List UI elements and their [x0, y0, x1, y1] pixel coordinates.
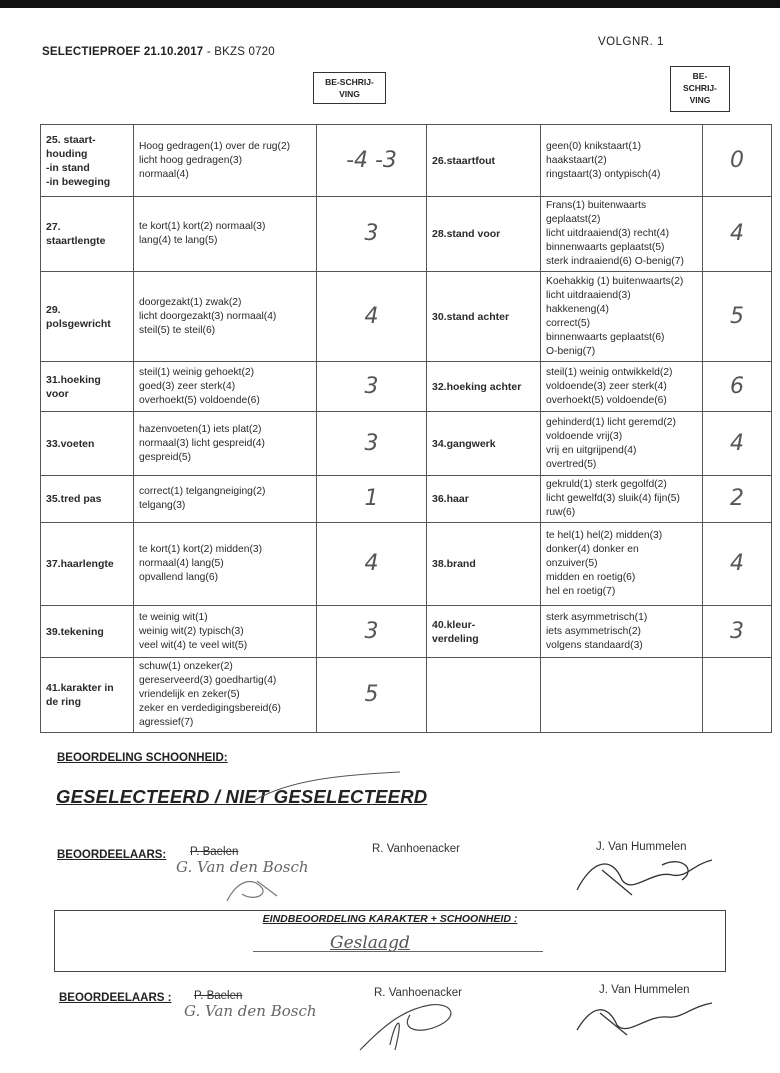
- option-line: goed(3) zeer sterk(4): [139, 380, 236, 392]
- jury2-name-vanhoenacker: R. Vanhoenacker: [374, 987, 463, 999]
- criterion-label-line: polsgewricht: [46, 317, 111, 330]
- criterion-label-line: 39.tekening: [46, 625, 104, 638]
- option-line: licht gewelfd(3) sluik(4) fijn(5): [546, 493, 680, 504]
- criterion-options: [134, 523, 317, 606]
- criterion-label-line: 28.stand voor: [432, 228, 501, 240]
- criterion-label-line: 27.: [46, 221, 61, 233]
- option-line: correct(5): [546, 317, 591, 329]
- criterion-label-line: 32.hoeking achter: [432, 380, 522, 393]
- criterion-options: [541, 476, 703, 523]
- criterion-label-line: 34.gangwerk: [432, 437, 496, 450]
- criterion-label-line: 37.haarlengte: [46, 558, 114, 570]
- criterion-label-line: houding: [46, 147, 88, 160]
- signature-vanhoenacker: [350, 990, 490, 1060]
- handwritten-score: 3: [317, 197, 427, 272]
- criterion-label-line: 41.karakter in: [46, 682, 114, 694]
- criterion-options: [134, 658, 317, 733]
- criterion-label-line: 29.: [46, 303, 61, 316]
- criterion-label: [41, 125, 134, 197]
- eindbeoordeling-box: [54, 910, 726, 972]
- criterion-label-line: staartlengte: [46, 235, 106, 247]
- criterion-options: [541, 197, 703, 272]
- handwritten-score: 3: [317, 362, 427, 412]
- option-line: opvallend lang(6): [139, 572, 218, 583]
- jury1-name-vanhoenacker: R. Vanhoenacker: [372, 843, 461, 855]
- handwritten-name-1: G. Van den Bosch: [176, 858, 309, 876]
- option-line: steil(1) weinig ontwikkeld(2): [546, 366, 673, 378]
- jury-label-1: BEOORDEELAARS:: [57, 849, 167, 861]
- option-line: geplaatst(2): [546, 214, 601, 225]
- evaluation-table: [40, 124, 772, 733]
- option-line: zeker en verdedigingsbereid(6): [139, 703, 281, 714]
- option-line: hakkeneng(4): [546, 303, 609, 315]
- option-line: veel wit(4) te veel wit(5): [139, 639, 248, 651]
- handwritten-score: 3: [703, 606, 772, 658]
- criterion-label: [41, 412, 134, 476]
- beschrijving-header-right: [670, 66, 730, 112]
- table-row: [41, 272, 772, 362]
- table-row: [41, 197, 772, 272]
- option-line: iets asymmetrisch(2): [546, 625, 641, 637]
- criterion-options: [541, 658, 703, 733]
- beschrijving-header-left: [313, 72, 386, 104]
- jury-label-2: BEOORDEELAARS :: [59, 992, 172, 1004]
- option-line: hazenvoeten(1) iets plat(2): [139, 423, 262, 435]
- criterion-options: [541, 272, 703, 362]
- volgnummer: VOLGNR. 1: [598, 36, 664, 48]
- option-line: normaal(4) lang(5): [139, 558, 224, 569]
- handwritten-score: 0: [703, 125, 772, 197]
- option-line: Hoog gedragen(1) over de rug(2): [139, 140, 291, 152]
- criterion-label: [427, 272, 541, 362]
- criterion-options: [134, 272, 317, 362]
- handwritten-name-2: G. Van den Bosch: [184, 1002, 317, 1020]
- table-row: [41, 362, 772, 412]
- table-row: [41, 476, 772, 523]
- criterion-options: [541, 362, 703, 412]
- criterion-label-line: -in beweging: [46, 175, 111, 188]
- option-line: te weinig wit(1): [139, 611, 208, 623]
- option-line: agressief(7): [139, 717, 194, 728]
- criterion-options: [541, 125, 703, 197]
- criterion-label: [427, 412, 541, 476]
- criterion-label-line: 40.kleur-: [432, 618, 476, 631]
- table-row: [41, 523, 772, 606]
- option-line: gespreid(5): [139, 451, 192, 463]
- option-line: overhoekt(5) voldoende(6): [546, 394, 667, 406]
- header-code: - BKZS 0720: [206, 46, 275, 58]
- criterion-options: [134, 197, 317, 272]
- handwritten-score: 3: [317, 412, 427, 476]
- criterion-options: [541, 606, 703, 658]
- jury1-name-baelen: P. Baelen: [190, 846, 239, 858]
- option-line: te kort(1) kort(2) normaal(3): [139, 221, 266, 232]
- criterion-label: [41, 197, 134, 272]
- beoordeling-title: BEOORDELING SCHOONHEID:: [57, 752, 228, 764]
- eindbeoordeling-line: [253, 951, 543, 952]
- beschrijving-line: VING: [339, 89, 360, 99]
- option-line: licht uitdraaiend(3) recht(4): [546, 228, 670, 239]
- criterion-label-line: verdeling: [432, 632, 479, 645]
- eindbeoordeling-value: Geslaagd: [330, 933, 410, 953]
- option-line: schuw(1) onzeker(2): [139, 661, 233, 672]
- option-line: doorgezakt(1) zwak(2): [139, 296, 242, 308]
- criterion-label-line: 35.tred pas: [46, 493, 102, 505]
- option-line: te hel(1) hel(2) midden(3): [546, 530, 663, 541]
- option-line: ringstaart(3) ontypisch(4): [546, 168, 661, 180]
- selection-result: GESELECTEERD / NIET GESELECTEERD: [56, 786, 428, 807]
- handwritten-score: 4: [703, 412, 772, 476]
- handwritten-score: 4: [317, 272, 427, 362]
- criterion-label-line: 26.staartfout: [432, 154, 496, 167]
- option-line: licht hoog gedragen(3): [139, 154, 243, 166]
- option-line: correct(1) telgangneiging(2): [139, 486, 266, 497]
- criterion-label-line: voor: [46, 387, 69, 400]
- option-line: steil(5) te steil(6): [139, 324, 216, 336]
- handwritten-score: 5: [317, 658, 427, 733]
- criterion-label: [427, 606, 541, 658]
- handwritten-score: 1: [317, 476, 427, 523]
- option-line: binnenwaarts geplaatst(6): [546, 331, 665, 343]
- beschrijving-line: BE-: [692, 71, 708, 81]
- eindbeoordeling-title: EINDBEOORDELING KARAKTER + SCHOONHEID :: [262, 913, 518, 925]
- handwritten-score: 4: [703, 523, 772, 606]
- jury2-name-vanhummelen: J. Van Hummelen: [599, 984, 690, 996]
- option-line: licht doorgezakt(3) normaal(4): [139, 310, 277, 322]
- option-line: ruw(6): [546, 507, 576, 518]
- criterion-options: [134, 606, 317, 658]
- criterion-label: [427, 523, 541, 606]
- option-line: voldoende(3) zeer sterk(4): [546, 380, 667, 392]
- handwritten-score: 3: [317, 606, 427, 658]
- option-line: Frans(1) buitenwaarts: [546, 200, 647, 211]
- handwritten-score: [703, 658, 772, 733]
- option-line: Koehakkig (1) buitenwaarts(2): [546, 275, 684, 287]
- option-line: vriendelijk en zeker(5): [139, 689, 240, 700]
- option-line: geen(0) knikstaart(1): [546, 140, 641, 152]
- option-line: onzuiver(5): [546, 558, 598, 569]
- handwritten-score: 5: [703, 272, 772, 362]
- criterion-label: [427, 197, 541, 272]
- beschrijving-line: VING: [689, 95, 711, 105]
- criterion-label: [427, 658, 541, 733]
- handwritten-score: 4: [317, 523, 427, 606]
- option-line: te kort(1) kort(2) midden(3): [139, 544, 263, 555]
- criterion-label: [41, 476, 134, 523]
- handwritten-score: 6: [703, 362, 772, 412]
- table-row: [41, 125, 772, 197]
- option-line: lang(4) te lang(5): [139, 235, 218, 246]
- jury2-name-baelen: P. Baelen: [194, 990, 243, 1002]
- criterion-label-line: 25. staart-: [46, 133, 96, 146]
- criterion-label: [41, 272, 134, 362]
- option-line: overtred(5): [546, 458, 597, 470]
- option-line: overhoekt(5) voldoende(6): [139, 394, 260, 406]
- option-line: O-benig(7): [546, 345, 596, 357]
- option-line: volgens standaard(3): [546, 639, 643, 651]
- criterion-options: [134, 362, 317, 412]
- signature-vanhummelen-2: [572, 995, 722, 1040]
- option-line: sterk indraaiend(6) O-benig(7): [546, 256, 684, 267]
- header-title: SELECTIEPROEF 21.10.2017: [42, 46, 204, 58]
- criterion-label-line: de ring: [46, 696, 82, 708]
- option-line: weinig wit(2) typisch(3): [139, 625, 244, 637]
- criterion-label-line: 30.stand achter: [432, 310, 510, 323]
- beschrijving-line: SCHRIJ-: [682, 83, 717, 93]
- option-line: licht uitdraaiend(3): [546, 289, 631, 301]
- option-line: gereserveerd(3) goedhartig(4): [139, 675, 277, 686]
- option-line: normaal(3) licht gespreid(4): [139, 437, 265, 449]
- criterion-label: [427, 125, 541, 197]
- table-row: [41, 606, 772, 658]
- criterion-options: [134, 412, 317, 476]
- criterion-options: [541, 412, 703, 476]
- criterion-options: [134, 476, 317, 523]
- criterion-label-line: 38.brand: [432, 558, 476, 570]
- option-line: steil(1) weinig gehoekt(2): [139, 366, 255, 378]
- criterion-label: [41, 606, 134, 658]
- option-line: normaal(4): [139, 168, 189, 180]
- signature-1: [222, 876, 282, 906]
- criterion-label: [41, 523, 134, 606]
- option-line: vrij en uitgrijpend(4): [546, 444, 637, 456]
- option-line: telgang(3): [139, 500, 186, 511]
- option-line: gekruld(1) sterk gegolfd(2): [546, 479, 667, 490]
- beschrijving-line: BE-SCHRIJ-: [325, 77, 374, 87]
- option-line: binnenwaarts geplaatst(5): [546, 242, 665, 253]
- criterion-options: [541, 523, 703, 606]
- table-row: [41, 658, 772, 733]
- criterion-label: [41, 362, 134, 412]
- criterion-label: [427, 362, 541, 412]
- option-line: hel en roetig(7): [546, 586, 616, 597]
- criterion-label: [427, 476, 541, 523]
- signature-vanhummelen-1: [572, 850, 722, 900]
- option-line: gehinderd(1) licht geremd(2): [546, 416, 676, 428]
- option-line: midden en roetig(6): [546, 572, 636, 583]
- option-line: sterk asymmetrisch(1): [546, 611, 648, 623]
- handwritten-score: -4 -3: [317, 125, 427, 197]
- criterion-options: [134, 125, 317, 197]
- criterion-label-line: 33.voeten: [46, 437, 95, 450]
- option-line: haakstaart(2): [546, 154, 607, 166]
- jury1-name-vanhummelen: J. Van Hummelen: [596, 841, 687, 853]
- option-line: voldoende vrij(3): [546, 430, 623, 442]
- criterion-label-line: 36.haar: [432, 493, 469, 505]
- strikeout-mark: [250, 770, 410, 810]
- option-line: donker(4) donker en: [546, 544, 639, 555]
- criterion-label-line: -in stand: [46, 161, 90, 174]
- criterion-label-line: 31.hoeking: [46, 373, 101, 386]
- table-row: [41, 412, 772, 476]
- handwritten-score: 2: [703, 476, 772, 523]
- document-header: [42, 46, 275, 58]
- scan-top-edge: [0, 0, 780, 8]
- handwritten-score: 4: [703, 197, 772, 272]
- criterion-label: [41, 658, 134, 733]
